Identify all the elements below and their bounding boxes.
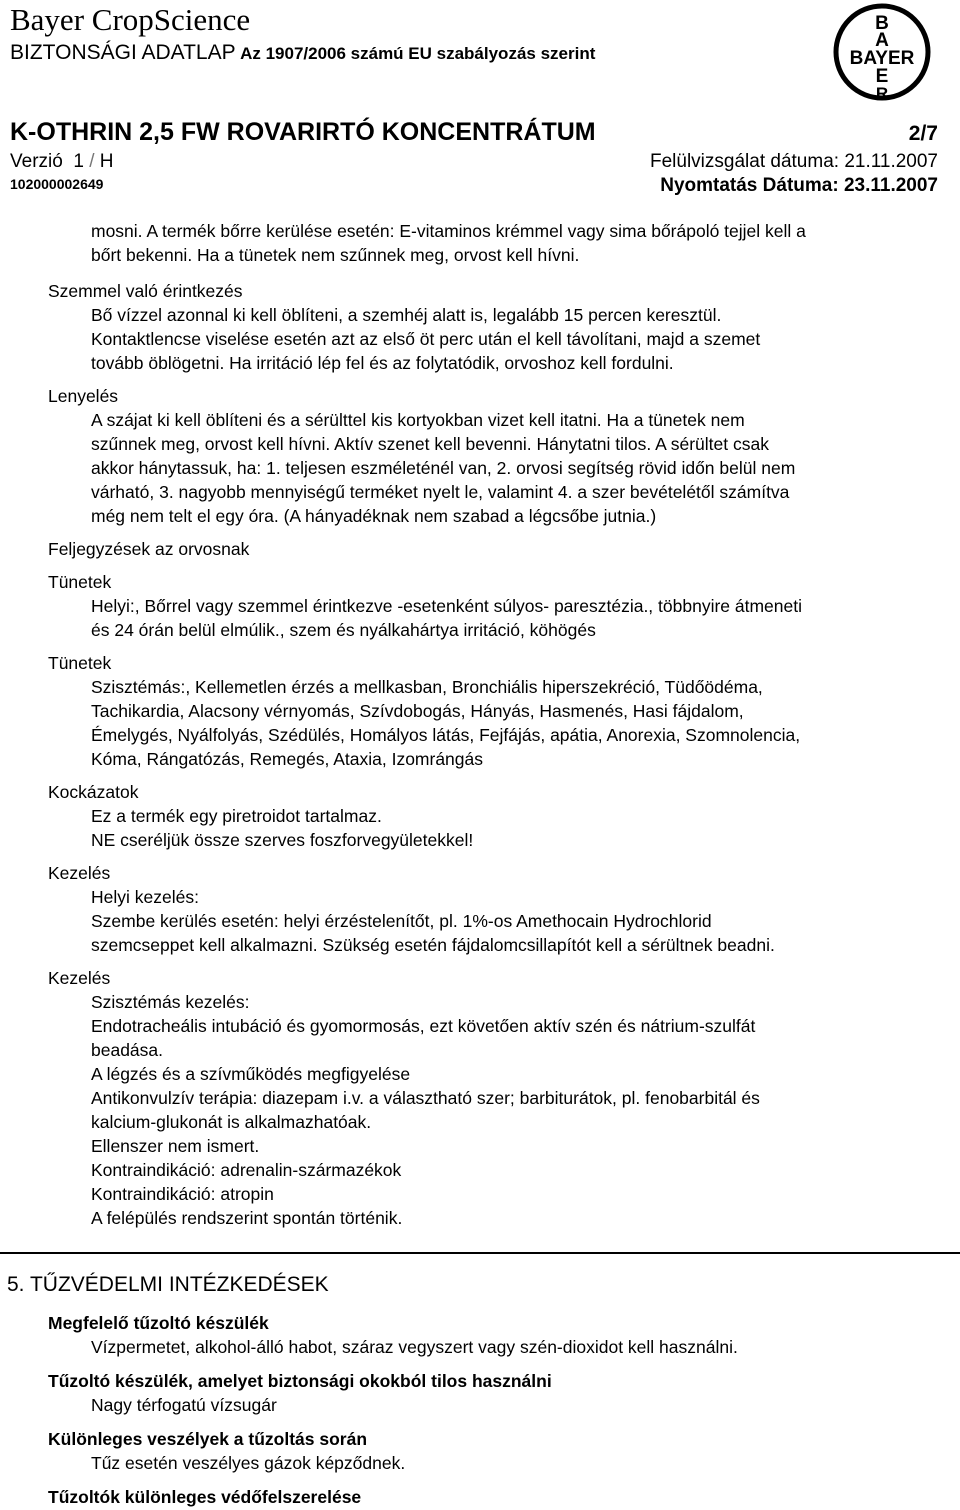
fire-fighting-subheading: Megfelelő tűzoltó készülék	[48, 1313, 269, 1333]
first-aid-text-line: A szájat ki kell öblíteni és a sérülttel kis kortyokban vizet kell itatni. Ha a tünetek nem	[91, 410, 745, 430]
first-aid-text-line: Ellenszer nem ismert.	[91, 1136, 260, 1156]
first-aid-text-line: Tachikardia, Alacsony vérnyomás, Szívdobogás, Hányás, Hasmenés, Hasi fájdalom,	[91, 701, 744, 721]
document-number: 102000002649	[10, 176, 104, 192]
first-aid-text-line: szemcseppet kell alkalmazni. Szükség esetén fájdalomcsillapítót kell a sérültnek beadni.	[91, 935, 775, 955]
logo-letter: R	[875, 84, 889, 102]
version-number: 1	[73, 151, 84, 172]
first-aid-text-line: még nem telt el egy óra. (A hányadéknak nem szabad a légcsőbe jutnia.)	[91, 506, 657, 526]
first-aid-text-line: Helyi:, Bőrrel vagy szemmel érintkezve -esetenként súlyos- paresztézia., többnyire átmeneti	[91, 596, 802, 616]
first-aid-text-line: A felépülés rendszerint spontán történik.	[91, 1208, 403, 1228]
bayer-cross-logo	[832, 2, 932, 102]
first-aid-text-line: Kontaktlencse viselése esetén azt az első öt perc után el kell távolítani, majd a szemet	[91, 329, 761, 349]
fire-fighting-text-line: Vízpermetet, alkohol-álló habot, száraz vegyszert vagy szén-dioxidot kell használni.	[91, 1337, 738, 1357]
product-name: K-OTHRIN 2,5 FW ROVARIRTÓ KONCENTRÁTUM	[10, 118, 596, 146]
first-aid-subheading: Feljegyzések az orvosnak	[48, 539, 250, 559]
first-aid-text-line: Kóma, Rángatózás, Remegés, Ataxia, Izomrángás	[91, 749, 484, 769]
first-aid-text-line: mosni. A termék bőrre kerülése esetén: E-vitaminos krémmel vagy sima bőrápoló tejjel kell a	[91, 221, 806, 241]
first-aid-text-line: beadása.	[91, 1040, 164, 1060]
first-aid-subheading: Tünetek	[48, 653, 112, 673]
version-letter: H	[99, 151, 114, 172]
print-date: Nyomtatás Dátuma: 23.11.2007	[660, 175, 938, 196]
first-aid-text-line: és 24 órán belül elmúlik., szem és nyálkahártya irritáció, köhögés	[91, 620, 596, 640]
first-aid-text-line: Kontraindikáció: atropin	[91, 1184, 274, 1204]
fire-fighting-subheading: Különleges veszélyek a tűzoltás során	[48, 1429, 368, 1449]
logo-letter: B	[875, 13, 889, 34]
first-aid-text-line: Ez a termék egy piretroidot tartalmaz.	[91, 806, 382, 826]
version-info	[10, 150, 114, 174]
first-aid-text-line: várható, 3. nagyobb mennyiségű terméket nyelt le, valamint 4. a szer bevételétől számítva	[91, 482, 790, 502]
first-aid-subheading: Tünetek	[48, 572, 112, 592]
first-aid-text-line: kalcium-glukonát is alkalmazhatóak.	[91, 1112, 372, 1132]
first-aid-text-line: szűnnek meg, orvost kell hívni. Aktív szenet kell bevenni. Hánytatni tilos. A sérültet csak	[91, 434, 769, 454]
brand-name: Bayer CropScience	[10, 2, 251, 37]
first-aid-subheading: Kockázatok	[48, 782, 139, 802]
first-aid-text-line: A légzés és a szívműködés megfigyelése	[91, 1064, 411, 1084]
first-aid-subheading: Szemmel való érintkezés	[48, 281, 243, 301]
version-label: Verzió	[10, 151, 63, 172]
first-aid-text-line: Kontraindikáció: adrenalin-származékok	[91, 1160, 402, 1180]
first-aid-text-line: akkor hánytassuk, ha: 1. teljesen eszméleténél van, 2. orvosi segítség rövid időn belül nem	[91, 458, 796, 478]
document-header	[0, 0, 960, 210]
first-aid-text-line: Antikonvulzív terápia: diazepam i.v. a választható szer; barbiturátok, pl. fenobarbitál és	[91, 1088, 760, 1108]
first-aid-text-line: NE cseréljük össze szerves foszforvegyületekkel!	[91, 830, 474, 850]
logo-letter: BAYER	[849, 48, 915, 69]
document-type	[10, 40, 595, 68]
fire-fighting-subheading: Tűzoltók különleges védőfelszerelése	[48, 1487, 362, 1507]
first-aid-text-line: Szisztémás:, Kellemetlen érzés a mellkasban, Bronchiális hiperszekréció, Tüdőödéma,	[91, 677, 763, 697]
document-type-label: BIZTONSÁGI ADATLAP	[10, 41, 236, 64]
first-aid-text-line: tovább öblögetni. Ha irritáció lép fel és az folytatódik, orvoshoz kell fordulni.	[91, 353, 674, 373]
fire-fighting-text-line: Nagy térfogatú vízsugár	[91, 1395, 277, 1415]
first-aid-text-line: Szembe kerülés esetén: helyi érzéstelenítőt, pl. 1%-os Amethocain Hydrochlorid	[91, 911, 712, 931]
first-aid-text-line: Émelygés, Nyálfolyás, Szédülés, Homályos látás, Fejfájás, apátia, Anorexia, Szomnolencia,	[91, 725, 801, 745]
section-divider	[0, 1252, 960, 1254]
version-separator: /	[89, 151, 95, 172]
first-aid-subheading: Lenyelés	[48, 386, 119, 406]
first-aid-subheading: Kezelés	[48, 968, 111, 988]
logo-letter: E	[875, 66, 889, 87]
fire-fighting-subheading: Tűzoltó készülék, amelyet biztonsági okokból tilos használni	[48, 1371, 552, 1391]
first-aid-text-line: Endotracheális intubáció és gyomormosás, ezt követően aktív szén és nátrium-szulfát	[91, 1016, 756, 1036]
regulation-text: Az 1907/2006 számú EU szabályozás szerint	[240, 44, 596, 63]
fire-fighting-text-line: Tűz esetén veszélyes gázok képződnek.	[91, 1453, 406, 1473]
first-aid-text-line: Bő vízzel azonnal ki kell öblíteni, a szemhéj alatt is, legalább 15 percen keresztül.	[91, 305, 722, 325]
logo-letter: A	[875, 30, 889, 51]
first-aid-text-line: bőrt bekenni. Ha a tünetek nem szűnnek meg, orvost kell hívni.	[91, 245, 580, 265]
page-number: 2/7	[908, 122, 938, 145]
first-aid-text-line: Szisztémás kezelés:	[91, 992, 250, 1012]
first-aid-subheading: Kezelés	[48, 863, 111, 883]
first-aid-text-line: Helyi kezelés:	[91, 887, 199, 907]
review-date: Felülvizsgálat dátuma: 21.11.2007	[650, 151, 938, 172]
section-title: 5. TŰZVÉDELMI INTÉZKEDÉSEK	[7, 1273, 329, 1296]
